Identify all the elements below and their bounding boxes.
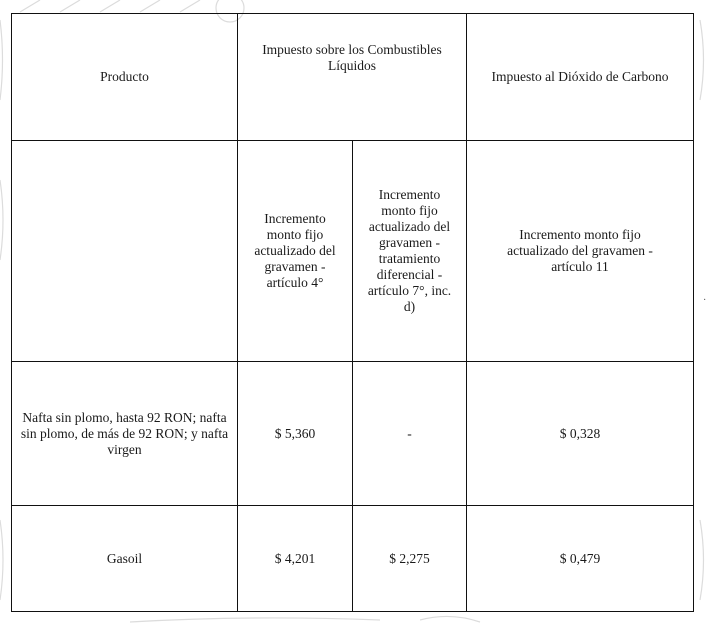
subheader-art11: Incremento monto fijo actualizado del gravamen - artículo 11: [467, 141, 694, 362]
table-row: [12, 506, 694, 612]
row-gasoil-producto: Gasoil: [12, 506, 238, 612]
header-dioxido: Impuesto al Dióxido de Carbono: [467, 14, 694, 141]
row-nafta-art7: -: [353, 362, 467, 506]
margin-mark: ·: [703, 295, 707, 306]
subheader-art7: Incremento monto fijo actualizado del gravamen - tratamiento diferencial - artículo 7°, inc. d): [353, 141, 467, 362]
row-nafta-art4: $ 5,360: [238, 362, 353, 506]
row-nafta-producto: Nafta sin plomo, hasta 92 RON; nafta sin plomo, de más de 92 RON; y nafta virgen: [12, 362, 238, 506]
row-nafta-art11: $ 0,328: [467, 362, 694, 506]
header-producto: Producto: [12, 14, 238, 141]
table-subheader-row: [12, 141, 694, 362]
tax-table: [11, 13, 694, 612]
table-row: [12, 362, 694, 506]
row-gasoil-art11: $ 0,479: [467, 506, 694, 612]
subheader-art4: Incremento monto fijo actualizado del gravamen - artículo 4°: [238, 141, 353, 362]
table-header-row: [12, 14, 694, 141]
subheader-producto-empty: [12, 141, 238, 362]
row-gasoil-art4: $ 4,201: [238, 506, 353, 612]
row-gasoil-art7: $ 2,275: [353, 506, 467, 612]
header-combustibles: Impuesto sobre los Combustibles Líquidos: [238, 14, 467, 141]
